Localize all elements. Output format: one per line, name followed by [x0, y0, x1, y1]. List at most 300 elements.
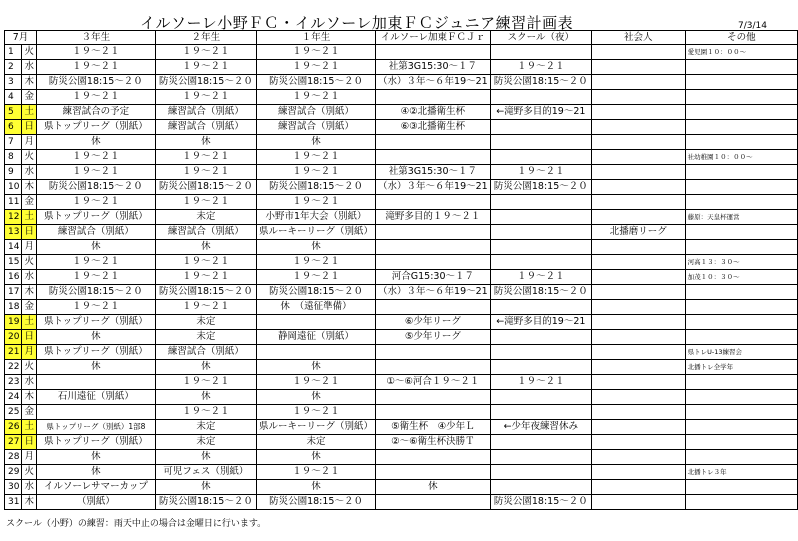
cell-grade3[interactable]: 石川遠征（別紙）: [36, 390, 155, 405]
cell-grade2[interactable]: 未定: [155, 330, 256, 345]
table-row: [5, 150, 798, 165]
weekday-cell[interactable]: 金: [22, 300, 37, 315]
cell-school-night[interactable]: [490, 465, 591, 480]
cell-adult[interactable]: [591, 75, 685, 90]
col-header-school-night[interactable]: スクール（夜）: [490, 31, 591, 45]
cell-school-night[interactable]: 防災公園18:15～２０: [490, 180, 591, 195]
cell-grade3[interactable]: １９～２１: [36, 165, 155, 180]
cell-adult[interactable]: [591, 420, 685, 435]
cell-grade1[interactable]: 県ルーキーリーグ（別紙）: [257, 420, 376, 435]
col-header-grade3[interactable]: ３年生: [36, 31, 155, 45]
cell-school-night[interactable]: [490, 435, 591, 450]
cell-grade3[interactable]: 休: [36, 450, 155, 465]
cell-grade2[interactable]: 未定: [155, 210, 256, 225]
weekday-cell[interactable]: 金: [22, 90, 37, 105]
weekday-cell[interactable]: 木: [22, 285, 37, 300]
weekday-cell[interactable]: 月: [22, 240, 37, 255]
cell-kato-jr[interactable]: ①～⑥河合１９～２１: [376, 375, 491, 390]
cell-other[interactable]: [685, 375, 797, 390]
cell-adult[interactable]: [591, 165, 685, 180]
day-number-cell[interactable]: 4: [5, 90, 22, 105]
col-header-grade1[interactable]: １年生: [257, 31, 376, 45]
cell-grade1[interactable]: １９～２１: [257, 405, 376, 420]
cell-other[interactable]: [685, 420, 797, 435]
cell-grade1[interactable]: 休: [257, 240, 376, 255]
day-number-cell[interactable]: 30: [5, 480, 22, 495]
table-row: [5, 255, 798, 270]
cell-other[interactable]: [685, 75, 797, 90]
cell-other[interactable]: [685, 405, 797, 420]
table-row: [5, 225, 798, 240]
day-number-cell[interactable]: 22: [5, 360, 22, 375]
cell-grade3[interactable]: 防災公園18:15～２０: [36, 180, 155, 195]
cell-adult[interactable]: [591, 285, 685, 300]
cell-adult[interactable]: [591, 375, 685, 390]
weekday-cell[interactable]: 木: [22, 180, 37, 195]
cell-grade2[interactable]: 練習試合（別紙）: [155, 225, 256, 240]
cell-kato-jr[interactable]: 河合G15:30～１７: [376, 270, 491, 285]
cell-kato-jr[interactable]: ⑥少年リーグ: [376, 315, 491, 330]
cell-other[interactable]: [685, 225, 797, 240]
day-number-cell[interactable]: 31: [5, 495, 22, 510]
cell-kato-jr[interactable]: [376, 150, 491, 165]
cell-grade2[interactable]: 防災公園18:15～２０: [155, 495, 256, 510]
cell-school-night[interactable]: １９～２１: [490, 165, 591, 180]
cell-grade1[interactable]: １９～２１: [257, 165, 376, 180]
day-number-cell[interactable]: 12: [5, 210, 22, 225]
cell-grade3[interactable]: １９～２１: [36, 90, 155, 105]
cell-adult[interactable]: [591, 360, 685, 375]
day-number-cell[interactable]: 8: [5, 150, 22, 165]
cell-grade3[interactable]: イルソーレサマーカップ: [36, 480, 155, 495]
cell-adult[interactable]: 北播磨リーグ: [591, 225, 685, 240]
cell-school-night[interactable]: ←滝野多目的19～21: [490, 105, 591, 120]
cell-grade1[interactable]: １９～２１: [257, 150, 376, 165]
cell-grade2[interactable]: 防災公園18:15～２０: [155, 285, 256, 300]
cell-grade1[interactable]: 休: [257, 135, 376, 150]
cell-kato-jr[interactable]: （水）３年～６年19～21: [376, 75, 491, 90]
cell-grade3[interactable]: 県トップリーグ（別紙）: [36, 435, 155, 450]
weekday-cell[interactable]: 火: [22, 360, 37, 375]
cell-adult[interactable]: [591, 195, 685, 210]
cell-grade1[interactable]: 休 （遠征準備）: [257, 300, 376, 315]
cell-grade3[interactable]: １９～２１: [36, 255, 155, 270]
cell-grade1[interactable]: 防災公園18:15～２０: [257, 285, 376, 300]
cell-other[interactable]: 藤原：天皇杯運営: [685, 210, 797, 225]
day-number-cell[interactable]: 18: [5, 300, 22, 315]
cell-other[interactable]: [685, 315, 797, 330]
cell-grade1[interactable]: １９～２１: [257, 195, 376, 210]
cell-adult[interactable]: [591, 345, 685, 360]
cell-school-night[interactable]: [490, 120, 591, 135]
cell-school-night[interactable]: [490, 360, 591, 375]
cell-adult[interactable]: [591, 330, 685, 345]
cell-other[interactable]: [685, 450, 797, 465]
cell-grade1[interactable]: [257, 345, 376, 360]
cell-adult[interactable]: [591, 150, 685, 165]
cell-school-night[interactable]: [490, 195, 591, 210]
weekday-cell[interactable]: 金: [22, 195, 37, 210]
cell-other[interactable]: 北播トレ全学年: [685, 360, 797, 375]
cell-grade2[interactable]: 休: [155, 450, 256, 465]
cell-grade3[interactable]: 休: [36, 240, 155, 255]
weekday-cell[interactable]: 月: [22, 135, 37, 150]
weekday-cell[interactable]: 火: [22, 150, 37, 165]
cell-kato-jr[interactable]: [376, 450, 491, 465]
cell-grade2[interactable]: １９～２１: [155, 45, 256, 60]
cell-grade3[interactable]: １９～２１: [36, 300, 155, 315]
cell-grade3[interactable]: 休: [36, 135, 155, 150]
cell-grade2[interactable]: 休: [155, 240, 256, 255]
cell-adult[interactable]: [591, 300, 685, 315]
cell-adult[interactable]: [591, 240, 685, 255]
weekday-cell[interactable]: 水: [22, 375, 37, 390]
cell-grade1[interactable]: １９～２１: [257, 375, 376, 390]
cell-kato-jr[interactable]: 滝野多目的１９～２１: [376, 210, 491, 225]
cell-kato-jr[interactable]: ⑤衛生杯 ④少年Ｌ: [376, 420, 491, 435]
cell-grade2[interactable]: 未定: [155, 435, 256, 450]
cell-kato-jr[interactable]: ④②北播衛生杯: [376, 105, 491, 120]
cell-grade3[interactable]: 防災公園18:15～２０: [36, 75, 155, 90]
col-header-adult[interactable]: 社会人: [591, 31, 685, 45]
cell-school-night[interactable]: ←少年夜練習休み: [490, 420, 591, 435]
cell-kato-jr[interactable]: [376, 390, 491, 405]
cell-grade2[interactable]: 練習試合（別紙）: [155, 345, 256, 360]
weekday-cell[interactable]: 土: [22, 105, 37, 120]
cell-grade2[interactable]: 可児フェス（別紙）: [155, 465, 256, 480]
cell-grade1[interactable]: 未定: [257, 435, 376, 450]
cell-other[interactable]: [685, 495, 797, 510]
cell-kato-jr[interactable]: 社第3G15:30～１７: [376, 60, 491, 75]
cell-adult[interactable]: [591, 435, 685, 450]
weekday-cell[interactable]: 水: [22, 480, 37, 495]
day-number-cell[interactable]: 3: [5, 75, 22, 90]
cell-grade1[interactable]: 休: [257, 390, 376, 405]
day-number-cell[interactable]: 2: [5, 60, 22, 75]
cell-grade2[interactable]: １９～２１: [155, 405, 256, 420]
cell-other[interactable]: [685, 60, 797, 75]
cell-kato-jr[interactable]: [376, 135, 491, 150]
day-number-cell[interactable]: 23: [5, 375, 22, 390]
day-number-cell[interactable]: 27: [5, 435, 22, 450]
table-row: [5, 240, 798, 255]
cell-grade1[interactable]: 防災公園18:15～２０: [257, 75, 376, 90]
cell-grade3[interactable]: １９～２１: [36, 195, 155, 210]
cell-grade1[interactable]: 休: [257, 450, 376, 465]
day-number-cell[interactable]: 19: [5, 315, 22, 330]
cell-grade2[interactable]: 練習試合（別紙）: [155, 120, 256, 135]
weekday-cell[interactable]: 火: [22, 45, 37, 60]
cell-grade3[interactable]: （別紙）: [36, 495, 155, 510]
cell-kato-jr[interactable]: [376, 345, 491, 360]
cell-grade1[interactable]: 防災公園18:15～２０: [257, 180, 376, 195]
cell-other[interactable]: [685, 330, 797, 345]
cell-adult[interactable]: [591, 105, 685, 120]
cell-grade2[interactable]: １９～２１: [155, 270, 256, 285]
weekday-cell[interactable]: 土: [22, 420, 37, 435]
table-row: [5, 420, 798, 435]
cell-grade2[interactable]: 防災公園18:15～２０: [155, 180, 256, 195]
cell-grade1[interactable]: 小野市1年大会（別紙）: [257, 210, 376, 225]
header-row: [5, 31, 798, 45]
cell-grade3[interactable]: 県トップリーグ（別紙）: [36, 315, 155, 330]
cell-kato-jr[interactable]: 休: [376, 480, 491, 495]
cell-grade2[interactable]: １９～２１: [155, 195, 256, 210]
cell-other[interactable]: 北播トレ３年: [685, 465, 797, 480]
table-row: [5, 210, 798, 225]
cell-kato-jr[interactable]: [376, 90, 491, 105]
cell-other[interactable]: 愛児園１０：００～: [685, 45, 797, 60]
cell-adult[interactable]: [591, 315, 685, 330]
day-number-cell[interactable]: 28: [5, 450, 22, 465]
cell-school-night[interactable]: [490, 225, 591, 240]
day-number-cell[interactable]: 17: [5, 285, 22, 300]
cell-adult[interactable]: [591, 90, 685, 105]
day-number-cell[interactable]: 6: [5, 120, 22, 135]
month-header[interactable]: 7月: [5, 31, 37, 45]
cell-grade1[interactable]: 練習試合（別紙）: [257, 120, 376, 135]
cell-grade2[interactable]: １９～２１: [155, 165, 256, 180]
table-row: [5, 330, 798, 345]
cell-school-night[interactable]: [490, 345, 591, 360]
cell-school-night[interactable]: １９～２１: [490, 270, 591, 285]
cell-grade3[interactable]: １９～２１: [36, 45, 155, 60]
cell-grade1[interactable]: １９～２１: [257, 60, 376, 75]
cell-kato-jr[interactable]: （水）３年～６年19～21: [376, 180, 491, 195]
cell-adult[interactable]: [591, 60, 685, 75]
day-number-cell[interactable]: 9: [5, 165, 22, 180]
day-number-cell[interactable]: 11: [5, 195, 22, 210]
weekday-cell[interactable]: 土: [22, 210, 37, 225]
cell-other[interactable]: [685, 390, 797, 405]
day-number-cell[interactable]: 10: [5, 180, 22, 195]
cell-grade1[interactable]: １９～２１: [257, 90, 376, 105]
day-number-cell[interactable]: 13: [5, 225, 22, 240]
cell-other[interactable]: [685, 105, 797, 120]
cell-grade3[interactable]: 防災公園18:15～２０: [36, 285, 155, 300]
cell-other[interactable]: [685, 300, 797, 315]
cell-kato-jr[interactable]: [376, 195, 491, 210]
cell-grade2[interactable]: １９～２１: [155, 150, 256, 165]
cell-kato-jr[interactable]: ⑤少年リーグ: [376, 330, 491, 345]
cell-grade1[interactable]: １９～２１: [257, 270, 376, 285]
cell-grade1[interactable]: １９～２１: [257, 45, 376, 60]
cell-school-night[interactable]: [490, 330, 591, 345]
cell-kato-jr[interactable]: 社第3G15:30～１７: [376, 165, 491, 180]
cell-other[interactable]: [685, 435, 797, 450]
cell-grade1[interactable]: １９～２１: [257, 465, 376, 480]
cell-school-night[interactable]: [490, 300, 591, 315]
cell-grade1[interactable]: 防災公園18:15～２０: [257, 495, 376, 510]
weekday-cell[interactable]: 水: [22, 165, 37, 180]
cell-school-night[interactable]: 防災公園18:15～２０: [490, 75, 591, 90]
weekday-cell[interactable]: 木: [22, 390, 37, 405]
cell-grade3[interactable]: 練習試合（別紙）: [36, 225, 155, 240]
cell-grade3[interactable]: 県トップリーグ（別紙）: [36, 345, 155, 360]
cell-grade3[interactable]: [36, 405, 155, 420]
cell-school-night[interactable]: ←滝野多目的19～21: [490, 315, 591, 330]
day-number-cell[interactable]: 25: [5, 405, 22, 420]
cell-kato-jr[interactable]: [376, 495, 491, 510]
day-number-cell[interactable]: 21: [5, 345, 22, 360]
day-number-cell[interactable]: 14: [5, 240, 22, 255]
table-row: [5, 135, 798, 150]
day-number-cell[interactable]: 7: [5, 135, 22, 150]
day-number-cell[interactable]: 29: [5, 465, 22, 480]
cell-grade1[interactable]: [257, 315, 376, 330]
cell-kato-jr[interactable]: [376, 360, 491, 375]
cell-school-night[interactable]: [490, 45, 591, 60]
cell-school-night[interactable]: １９～２１: [490, 60, 591, 75]
weekday-cell[interactable]: 火: [22, 465, 37, 480]
cell-grade2[interactable]: 未定: [155, 315, 256, 330]
weekday-cell[interactable]: 火: [22, 255, 37, 270]
table-row: [5, 285, 798, 300]
weekday-cell[interactable]: 木: [22, 495, 37, 510]
cell-adult[interactable]: [591, 180, 685, 195]
cell-adult[interactable]: [591, 45, 685, 60]
weekday-cell[interactable]: 土: [22, 315, 37, 330]
cell-grade3[interactable]: 休: [36, 360, 155, 375]
cell-grade3[interactable]: 県トップリーグ（別紙）: [36, 210, 155, 225]
cell-grade2[interactable]: 休: [155, 390, 256, 405]
cell-school-night[interactable]: [490, 210, 591, 225]
cell-school-night[interactable]: 防災公園18:15～２０: [490, 495, 591, 510]
cell-kato-jr[interactable]: [376, 255, 491, 270]
cell-grade3[interactable]: 練習試合の予定: [36, 105, 155, 120]
cell-other[interactable]: 社幼稚園１０：００～: [685, 150, 797, 165]
cell-other[interactable]: [685, 165, 797, 180]
cell-adult[interactable]: [591, 450, 685, 465]
day-number-cell[interactable]: 16: [5, 270, 22, 285]
cell-grade2[interactable]: １９～２１: [155, 375, 256, 390]
cell-kato-jr[interactable]: （水）３年～６年19～21: [376, 285, 491, 300]
cell-grade3[interactable]: １９～２１: [36, 60, 155, 75]
day-number-cell[interactable]: 5: [5, 105, 22, 120]
cell-adult[interactable]: [591, 210, 685, 225]
table-row: [5, 270, 798, 285]
table-row: [5, 90, 798, 105]
cell-kato-jr[interactable]: ⑥③北播衛生杯: [376, 120, 491, 135]
cell-school-night[interactable]: [490, 240, 591, 255]
cell-grade3[interactable]: １９～２１: [36, 270, 155, 285]
weekday-cell[interactable]: 日: [22, 120, 37, 135]
cell-other[interactable]: [685, 240, 797, 255]
cell-grade1[interactable]: 休: [257, 480, 376, 495]
cell-school-night[interactable]: [490, 405, 591, 420]
cell-adult[interactable]: [591, 135, 685, 150]
cell-grade2[interactable]: １９～２１: [155, 255, 256, 270]
cell-kato-jr[interactable]: [376, 405, 491, 420]
cell-kato-jr[interactable]: [376, 465, 491, 480]
cell-grade2[interactable]: 休: [155, 480, 256, 495]
cell-school-night[interactable]: [490, 480, 591, 495]
col-header-other[interactable]: その他: [685, 31, 797, 45]
cell-other[interactable]: [685, 480, 797, 495]
cell-school-night[interactable]: [490, 255, 591, 270]
day-number-cell[interactable]: 24: [5, 390, 22, 405]
cell-kato-jr[interactable]: [376, 45, 491, 60]
weekday-cell[interactable]: 月: [22, 450, 37, 465]
cell-school-night[interactable]: [490, 90, 591, 105]
col-header-kato-jr[interactable]: イルソーレ加東ＦＣＪｒ: [376, 31, 491, 45]
cell-adult[interactable]: [591, 480, 685, 495]
cell-kato-jr[interactable]: [376, 300, 491, 315]
cell-grade3[interactable]: 県トップリーグ（別紙）: [36, 120, 155, 135]
cell-other[interactable]: [685, 285, 797, 300]
cell-kato-jr[interactable]: [376, 240, 491, 255]
cell-grade2[interactable]: １９～２１: [155, 90, 256, 105]
cell-other[interactable]: 加茂１０：３０～: [685, 270, 797, 285]
cell-other[interactable]: [685, 180, 797, 195]
weekday-cell[interactable]: 水: [22, 270, 37, 285]
cell-grade3[interactable]: １９～２１: [36, 150, 155, 165]
cell-grade1[interactable]: 静岡遠征（別紙）: [257, 330, 376, 345]
day-number-cell[interactable]: 20: [5, 330, 22, 345]
cell-school-night[interactable]: [490, 150, 591, 165]
cell-grade2[interactable]: 休: [155, 360, 256, 375]
cell-grade2[interactable]: 休: [155, 135, 256, 150]
cell-grade1[interactable]: 休: [257, 360, 376, 375]
cell-adult[interactable]: [591, 465, 685, 480]
cell-grade3[interactable]: [36, 375, 155, 390]
cell-other[interactable]: [685, 90, 797, 105]
cell-other[interactable]: 県トレU-13練習会: [685, 345, 797, 360]
weekday-cell[interactable]: 水: [22, 60, 37, 75]
cell-kato-jr[interactable]: ②～⑥衛生杯決勝Ｔ: [376, 435, 491, 450]
cell-grade2[interactable]: １９～２１: [155, 60, 256, 75]
cell-other[interactable]: [685, 135, 797, 150]
cell-adult[interactable]: [591, 390, 685, 405]
weekday-cell[interactable]: 日: [22, 330, 37, 345]
weekday-cell[interactable]: 日: [22, 225, 37, 240]
table-row: [5, 405, 798, 420]
cell-adult[interactable]: [591, 270, 685, 285]
day-number-cell[interactable]: 15: [5, 255, 22, 270]
cell-other[interactable]: [685, 195, 797, 210]
cell-grade2[interactable]: 防災公園18:15～２０: [155, 75, 256, 90]
cell-other[interactable]: 河高１３：３０～: [685, 255, 797, 270]
cell-grade3[interactable]: 休: [36, 465, 155, 480]
weekday-cell[interactable]: 月: [22, 345, 37, 360]
weekday-cell[interactable]: 金: [22, 405, 37, 420]
cell-adult[interactable]: [591, 120, 685, 135]
weekday-cell[interactable]: 日: [22, 435, 37, 450]
cell-school-night[interactable]: [490, 390, 591, 405]
day-number-cell[interactable]: 1: [5, 45, 22, 60]
cell-adult[interactable]: [591, 255, 685, 270]
cell-grade1[interactable]: １９～２１: [257, 255, 376, 270]
day-number-cell[interactable]: 26: [5, 420, 22, 435]
cell-grade3[interactable]: 休: [36, 330, 155, 345]
cell-grade3[interactable]: 県トップリーグ（別紙）1部8: [36, 420, 155, 435]
cell-school-night[interactable]: [490, 450, 591, 465]
cell-adult[interactable]: [591, 405, 685, 420]
cell-school-night[interactable]: [490, 135, 591, 150]
col-header-grade2[interactable]: ２年生: [155, 31, 256, 45]
cell-grade1[interactable]: 練習試合（別紙）: [257, 105, 376, 120]
cell-grade2[interactable]: 未定: [155, 420, 256, 435]
cell-grade2[interactable]: １９～２１: [155, 300, 256, 315]
cell-kato-jr[interactable]: [376, 225, 491, 240]
cell-grade2[interactable]: 練習試合（別紙）: [155, 105, 256, 120]
weekday-cell[interactable]: 木: [22, 75, 37, 90]
cell-adult[interactable]: [591, 495, 685, 510]
cell-other[interactable]: [685, 120, 797, 135]
cell-school-night[interactable]: １９～２１: [490, 375, 591, 390]
cell-grade1[interactable]: 県ルーキーリーグ（別紙）: [257, 225, 376, 240]
cell-school-night[interactable]: 防災公園18:15～２０: [490, 285, 591, 300]
